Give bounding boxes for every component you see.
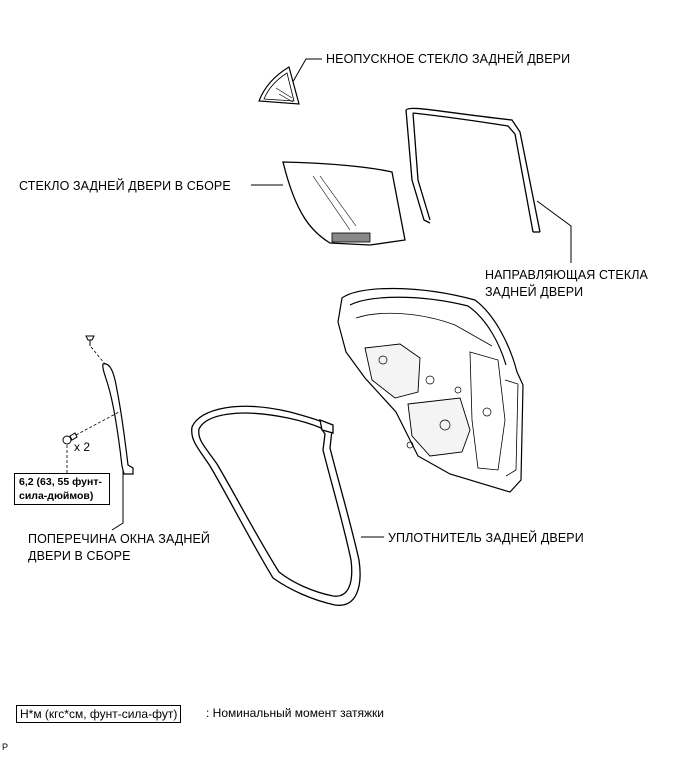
fixed-glass-part	[259, 67, 299, 104]
screw-quantity: x 2	[74, 440, 91, 454]
legend-description: : Номинальный момент затяжки	[206, 706, 384, 720]
leader-glass-run	[537, 201, 571, 263]
glass-run-part	[406, 108, 540, 232]
label-fixed-glass: НЕОПУСКНОЕ СТЕКЛО ЗАДНЕЙ ДВЕРИ	[326, 52, 571, 66]
torque-line1: 6,2 (63, 55 фунт-	[19, 476, 102, 488]
corner-mark: P	[2, 742, 9, 752]
door-panel-part	[338, 288, 523, 492]
label-glass-assembly: СТЕКЛО ЗАДНЕЙ ДВЕРИ В СБОРЕ	[19, 179, 231, 193]
leader-division-bar	[112, 470, 123, 530]
label-glass-run-line2: ЗАДНЕЙ ДВЕРИ	[485, 285, 584, 299]
weatherstrip-part	[192, 406, 360, 605]
label-glass-run-line1: НАПРАВЛЯЮЩАЯ СТЕКЛА	[485, 268, 648, 282]
dashed-guides	[67, 347, 119, 473]
legend-unit-box: Н*м (кгс*см, фунт-сила-фут)	[16, 705, 181, 723]
torque-spec-box	[14, 473, 110, 505]
label-division-bar-line1: ПОПЕРЕЧИНА ОКНА ЗАДНЕЙ	[28, 532, 211, 546]
label-division-bar-line2: ДВЕРИ В СБОРЕ	[28, 549, 131, 563]
label-weatherstrip: УПЛОТНИТЕЛЬ ЗАДНЕЙ ДВЕРИ	[388, 531, 584, 545]
screw-top	[86, 336, 94, 346]
glass-assembly-part	[283, 162, 405, 245]
torque-line2: сила-дюймов)	[19, 490, 94, 502]
division-bar-part	[103, 364, 133, 474]
